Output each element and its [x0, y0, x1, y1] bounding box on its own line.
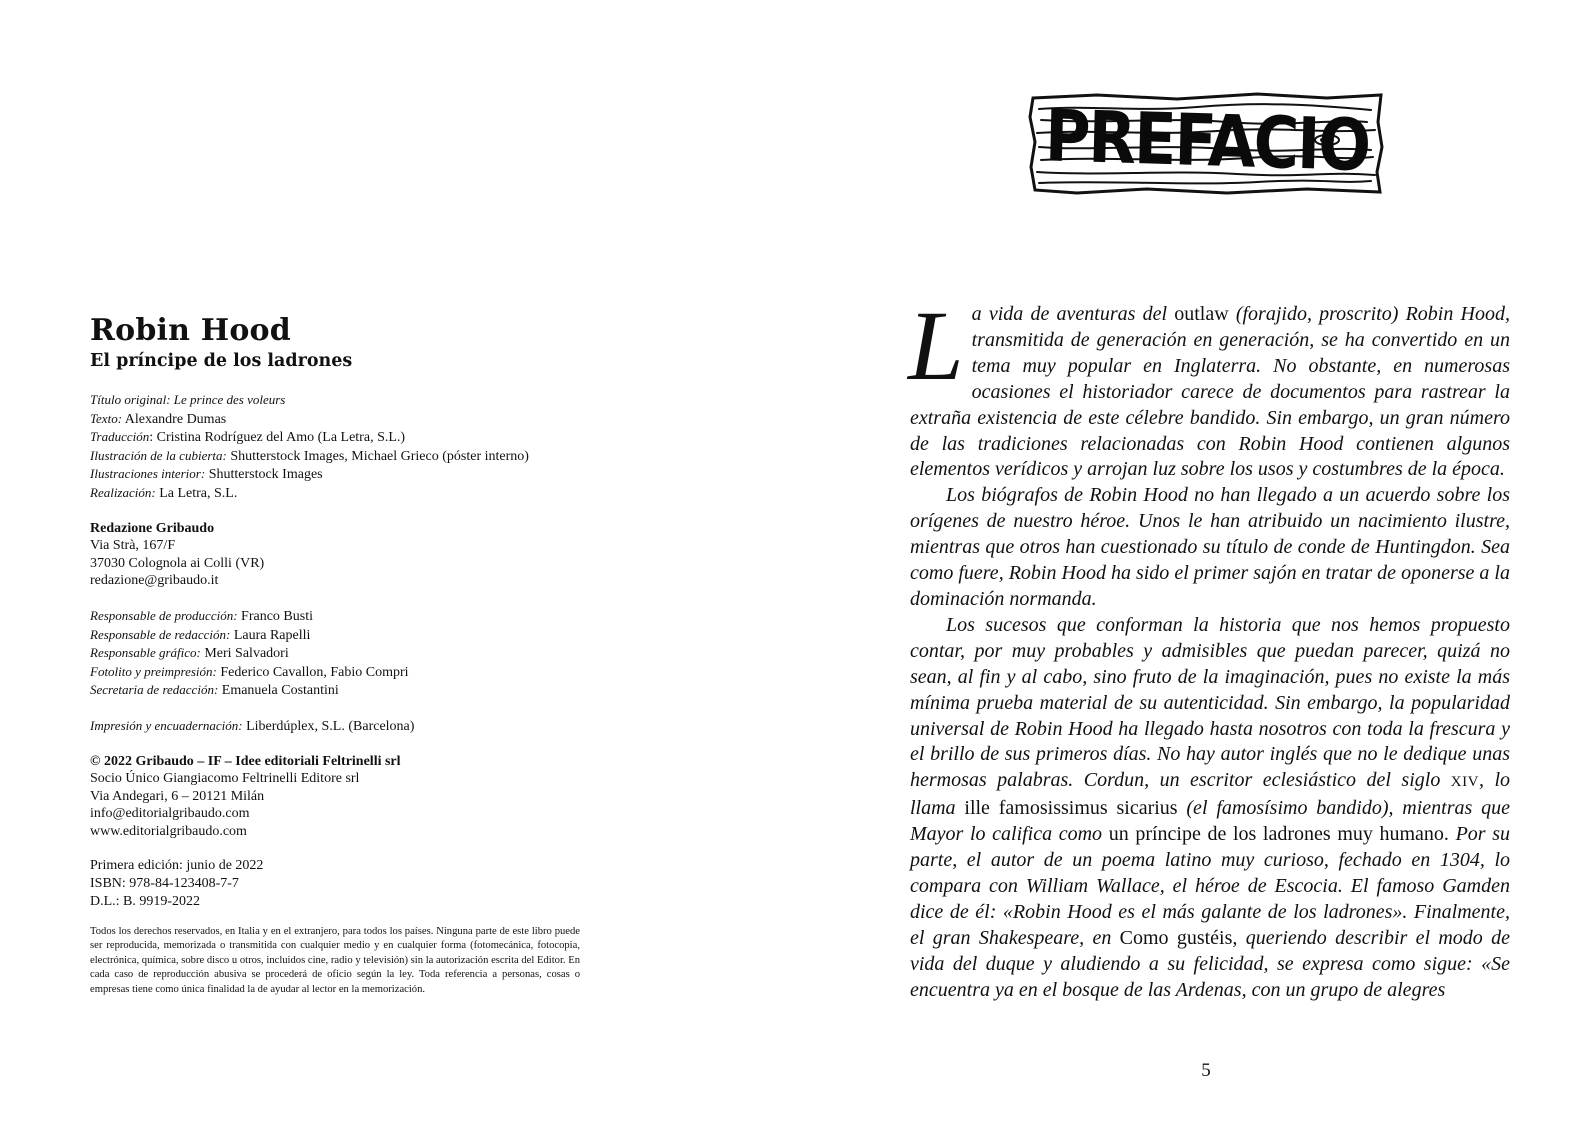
legal-line: parte de este libro puede ser reproducida, memorizada o transmitida con cualquier medio y en [90, 926, 580, 952]
publisher-street: Via Strà, 167/F [90, 538, 176, 554]
credit-row [90, 428, 650, 447]
staff-label: Fotolito y preimpresión: [90, 663, 217, 679]
staff-row [90, 644, 650, 663]
legal-line: como única finalidad la de ayudar al lector en la memorización. [155, 983, 426, 995]
credit-row [90, 447, 650, 466]
staff-value: Laura Rapelli [230, 627, 311, 643]
printing-value: Liberdúplex, S.L. (Barcelona) [242, 718, 415, 734]
credit-label: Título original: [90, 392, 171, 407]
staff-label: Secretaria de redacción: [90, 682, 219, 698]
staff-block [90, 607, 650, 700]
paragraph-2: Los biógrafos de Robin Hood no han llegado a un acuerdo sobre los orígenes de nuestro héroe. Unos le han atribuido un nacimiento ilustre, mientras que otros han cuestionado su título de conde de Huntingdon. Sea como fuere, Robin Hood ha sido el primer sajón en tratar de oponerse a la dominación normanda. [910, 484, 1510, 610]
credit-value: Le prince des voleurs [170, 392, 286, 407]
prefacio-wooden-sign [1027, 92, 1387, 196]
credit-value: Alexandre Dumas [122, 411, 227, 427]
publisher-email: redazione@gribaudo.it [90, 573, 219, 589]
preface-body [908, 290, 1510, 1003]
staff-label: Responsable de redacción: [90, 626, 231, 642]
credit-label: Texto: [90, 410, 123, 426]
copyright-address: Via Andegari, 6 – 20121 Milán [90, 788, 265, 804]
copyright-email: info@editorialgribaudo.com [90, 806, 250, 822]
credit-value: Shutterstock Images [205, 467, 323, 483]
publisher-block [90, 520, 650, 590]
legal-notice [90, 925, 580, 997]
printing-row [90, 717, 650, 736]
book-subtitle: El príncipe de los ladrones [90, 351, 353, 371]
staff-row [90, 663, 650, 682]
prefacio-heading: PREFACIO [1044, 93, 1370, 188]
printing-label: Impresión y encuadernación: [90, 717, 243, 733]
paragraph-3: Los sucesos que conforman la historia que nos hemos propuesto contar, por muy probables y admisibles que puedan parecer, quizá no sean, al fin y al cabo, sino fruto de la imaginación, pues no existe la más mínima prueba material de su autenticidad. Sin embargo, la popularidad universal de Robin Hood ha llegado hasta nosotros con toda la frescura y el brillo de sus primeros días. No hay autor inglés que no le dedique unas hermosas palabras. Cordun, un escritor eclesiástico del siglo XIV, lo llama ille famosissimus sicarius (el famosísimo bandido), mientras que Mayor lo califica como un príncipe de los ladrones muy humano. Por su parte, el autor de un poema latino muy curioso, fechado en 1304, lo compara con William Wallace, el héroe de Escocia. El famoso Gamden dice de él: «Robin Hood es el más galante de los ladrones». Finalmente, el gran Shakespeare, en Como gustéis, queriendo describir el modo de vida del duque y aludiendo a su felicidad, se expresa como sigue: «Se encuentra ya en el bosque de las Ardenas, con un grupo de alegres [910, 613, 1510, 1001]
legal-line: Todos los derechos reservados, en Italia y en el extranjero, para todos los países. Ninguna [90, 926, 473, 937]
legal-line: cualquier forma (fotomecánica, fotocopia, electrónica, química, sobre disco u otros, incluidos [90, 940, 580, 966]
credit-value: : Cristina Rodríguez del Amo (La Letra, S.L.) [149, 430, 406, 446]
credit-label: Ilustración de la cubierta: [90, 447, 227, 463]
staff-value: Franco Busti [237, 608, 313, 624]
staff-row [90, 626, 650, 645]
credit-row [90, 391, 650, 410]
drop-cap: L [908, 290, 964, 401]
paragraph-1: La vida de aventuras del outlaw (forajido, proscrito) Robin Hood, transmitida de generación en generación, se ha convertido en un tema muy popular en Inglaterra. No obstante, en numerosas ocasiones el historiador carece de documentos para rastrear la extraña existencia de este célebre bandido. Sin embargo, un gran número de las tradiciones relacionadas con Robin Hood contienen algunos elementos verídicos y arrojan luz sobre los usos y costumbres de la época. [908, 290, 1510, 481]
legal-line: abusiva se procederá de oficio según la ley. Toda referencia a personas, cosas o empresas tiene [90, 969, 580, 995]
edition-dl: D.L.: B. 9919-2022 [90, 893, 201, 909]
staff-value: Federico Cavallon, Fabio Compri [216, 664, 409, 680]
credit-row [90, 410, 650, 429]
legal-line: cine, radio y televisión) sin la autorización escrita del Editor. En cada caso de reproducción [90, 954, 580, 981]
credit-row [90, 465, 650, 484]
copyright-web: www.editorialgribaudo.com [90, 823, 247, 839]
edition-isbn: ISBN: 978-84-123408-7-7 [90, 876, 239, 892]
credit-label: Ilustraciones interior: [90, 466, 206, 482]
copyright-block [90, 753, 650, 841]
colophon [90, 391, 650, 910]
credit-value: La Letra, S.L. [155, 485, 238, 501]
staff-label: Responsable de producción: [90, 607, 238, 623]
credit-row [90, 484, 650, 503]
staff-value: Emanuela Costantini [218, 683, 339, 699]
page-number: 5 [1201, 1060, 1211, 1081]
publisher-city: 37030 Colognola ai Colli (VR) [90, 555, 265, 571]
copyright-line: © 2022 Gribaudo – IF – Idee editoriali Feltrinelli srl [90, 753, 401, 769]
edition-block [90, 857, 650, 910]
copyright-owner: Socio Único Giangiacomo Feltrinelli Editore srl [90, 771, 360, 787]
staff-value: Meri Salvadori [200, 646, 289, 662]
staff-label: Responsable gráfico: [90, 645, 201, 661]
credit-label: Realización: [90, 484, 156, 500]
credit-value: Shutterstock Images, Michael Grieco (póster interno) [226, 448, 529, 464]
staff-row [90, 681, 650, 700]
credit-label: Traducción [90, 429, 150, 445]
publisher-name: Redazione Gribaudo [90, 520, 215, 536]
edition-first: Primera edición: junio de 2022 [90, 858, 264, 874]
credits-block [90, 391, 650, 503]
book-title: Robin Hood [90, 313, 291, 348]
printing-block [90, 717, 650, 736]
staff-row [90, 607, 650, 626]
